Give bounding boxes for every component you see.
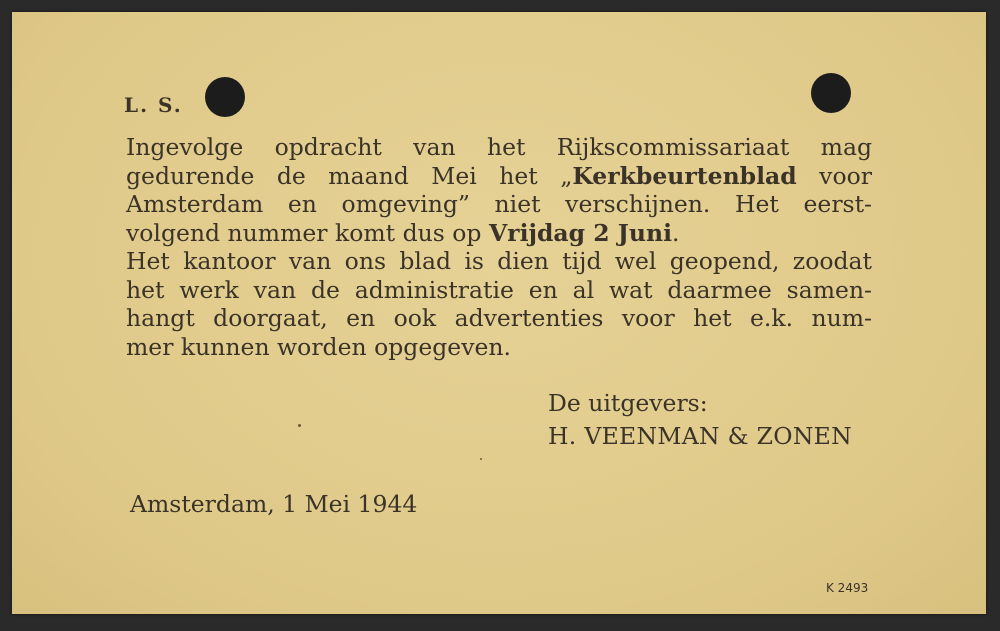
body-line-2-c: voor [796,161,872,190]
next-issue-date: Vrijdag 2 Juni [488,218,673,247]
publication-name: Kerkbeurtenblad [572,161,797,190]
body-line-8: mer kunnen worden opgegeven. [126,332,511,361]
publisher-name: H. VEENMAN & ZONEN [548,422,853,450]
body-line-1: Ingevolge opdracht van het Rijkscommissariaat mag [126,133,872,161]
punch-hole-left [205,77,245,117]
body-line-4-c: . [672,218,680,247]
body-line-3: Amsterdam en omgeving” niet verschijnen. Het eerst- [126,190,872,218]
body-line-6: het werk van de administratie en al wat daarmee samen- [126,275,872,304]
notice-body [126,133,872,361]
place-date: Amsterdam, 1 Mei 1944 [130,490,418,518]
punch-hole-right [811,73,851,113]
body-line-5: Het kantoor van ons blad is dien tijd wel geopend, zoodat [126,247,872,275]
postcard [12,12,986,614]
paper-speck [480,458,482,460]
body-line-4-a: volgend nummer komt dus op [126,218,489,247]
signature-intro: De uitgevers: [548,389,708,417]
body-line-4 [126,219,872,248]
print-code: K 2493 [826,581,869,595]
paper-speck [298,424,301,427]
body-line-2 [126,162,872,191]
salutation: L. S. [124,93,183,117]
body-line-2-a: gedurende de maand Mei het „ [126,161,573,190]
body-line-7: hangt doorgaat, en ook advertenties voor het e.k. num- [126,304,872,332]
